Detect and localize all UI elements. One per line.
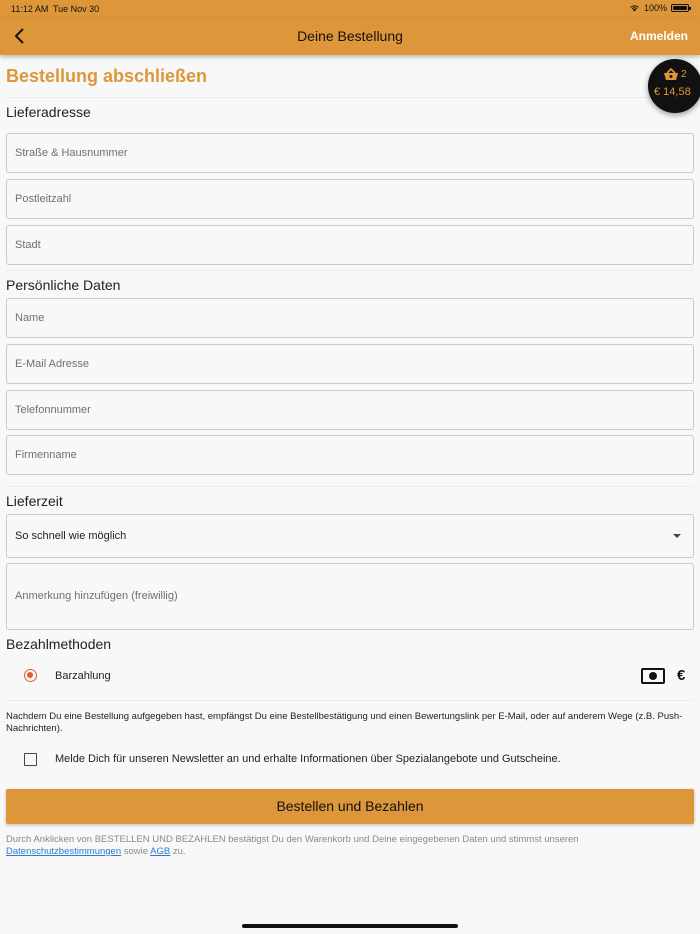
cart-badge[interactable] — [648, 59, 700, 113]
divider — [6, 270, 694, 271]
nav-title: Deine Bestellung — [297, 28, 403, 44]
city-field[interactable] — [6, 225, 694, 265]
status-bar — [0, 0, 700, 18]
privacy-link[interactable]: Datenschutzbestimmungen — [6, 846, 122, 857]
name-field[interactable] — [6, 298, 694, 338]
cash-icon — [641, 668, 665, 684]
status-right — [629, 3, 689, 13]
city-input[interactable] — [7, 226, 693, 264]
home-indicator — [242, 924, 458, 928]
phone-input[interactable] — [7, 391, 693, 429]
payment-radio-cash[interactable] — [24, 669, 37, 682]
legal-text — [6, 834, 694, 858]
street-input[interactable] — [7, 134, 693, 172]
login-button[interactable]: Anmelden — [629, 29, 688, 43]
status-date: Tue Nov 30 — [53, 4, 100, 14]
divider — [6, 486, 694, 487]
phone-field[interactable] — [6, 390, 694, 430]
submit-order-button[interactable]: Bestellen und Bezahlen — [6, 789, 694, 824]
order-info-text: Nachdem Du eine Bestellung aufgegeben hast, empfängst Du eine Bestellbestätigung und einen Bewertungslink per E-Mail, oder auf anderem Wege (z.B. Push-Nachrichten). — [6, 711, 683, 734]
section-title-personal: Persönliche Daten — [6, 277, 121, 293]
section-title-address: Lieferadresse — [6, 104, 91, 120]
company-field[interactable] — [6, 435, 694, 475]
note-input[interactable] — [7, 564, 693, 629]
battery-percent: 100% — [643, 3, 667, 13]
email-field[interactable] — [6, 344, 694, 384]
street-field[interactable] — [6, 133, 694, 173]
note-field[interactable] — [6, 563, 694, 630]
wifi-icon — [629, 4, 640, 12]
email-input[interactable] — [7, 345, 693, 383]
payment-label-cash: Barzahlung — [55, 670, 111, 682]
newsletter-label: Melde Dich für unseren Newsletter an und erhalte Informationen über Spezialangebote und Gutscheine. — [55, 753, 561, 765]
page-title: Bestellung abschließen — [6, 66, 208, 86]
section-title-delivery: Lieferzeit — [6, 493, 63, 509]
cart-total: € 14,58 — [654, 86, 691, 98]
newsletter-checkbox[interactable] — [24, 753, 37, 766]
cart-count: 2 — [681, 69, 687, 80]
delivery-time-value: So schnell wie möglich — [15, 530, 127, 542]
company-input[interactable] — [7, 436, 693, 474]
divider — [6, 97, 694, 98]
legal-text-after: zu. — [170, 846, 186, 857]
zip-field[interactable] — [6, 179, 694, 219]
section-title-payment: Bezahlmethoden — [6, 636, 112, 652]
basket-icon — [663, 68, 679, 81]
legal-text-before: Durch Anklicken von BESTELLEN UND BEZAHLEN bestätigst Du den Warenkorb und Deine eingegebenen Daten und stimmst unseren — [6, 834, 579, 845]
euro-icon: € — [677, 667, 686, 684]
battery-icon — [671, 4, 689, 12]
legal-text-middle: sowie — [121, 846, 151, 857]
divider — [6, 700, 694, 701]
dropdown-arrow-icon — [673, 534, 681, 538]
delivery-time-select[interactable] — [6, 514, 694, 558]
zip-input[interactable] — [7, 180, 693, 218]
terms-link[interactable]: AGB — [150, 846, 171, 857]
nav-bar — [0, 18, 700, 55]
name-input[interactable] — [7, 299, 693, 337]
status-time: 11:12 AM — [11, 4, 49, 14]
